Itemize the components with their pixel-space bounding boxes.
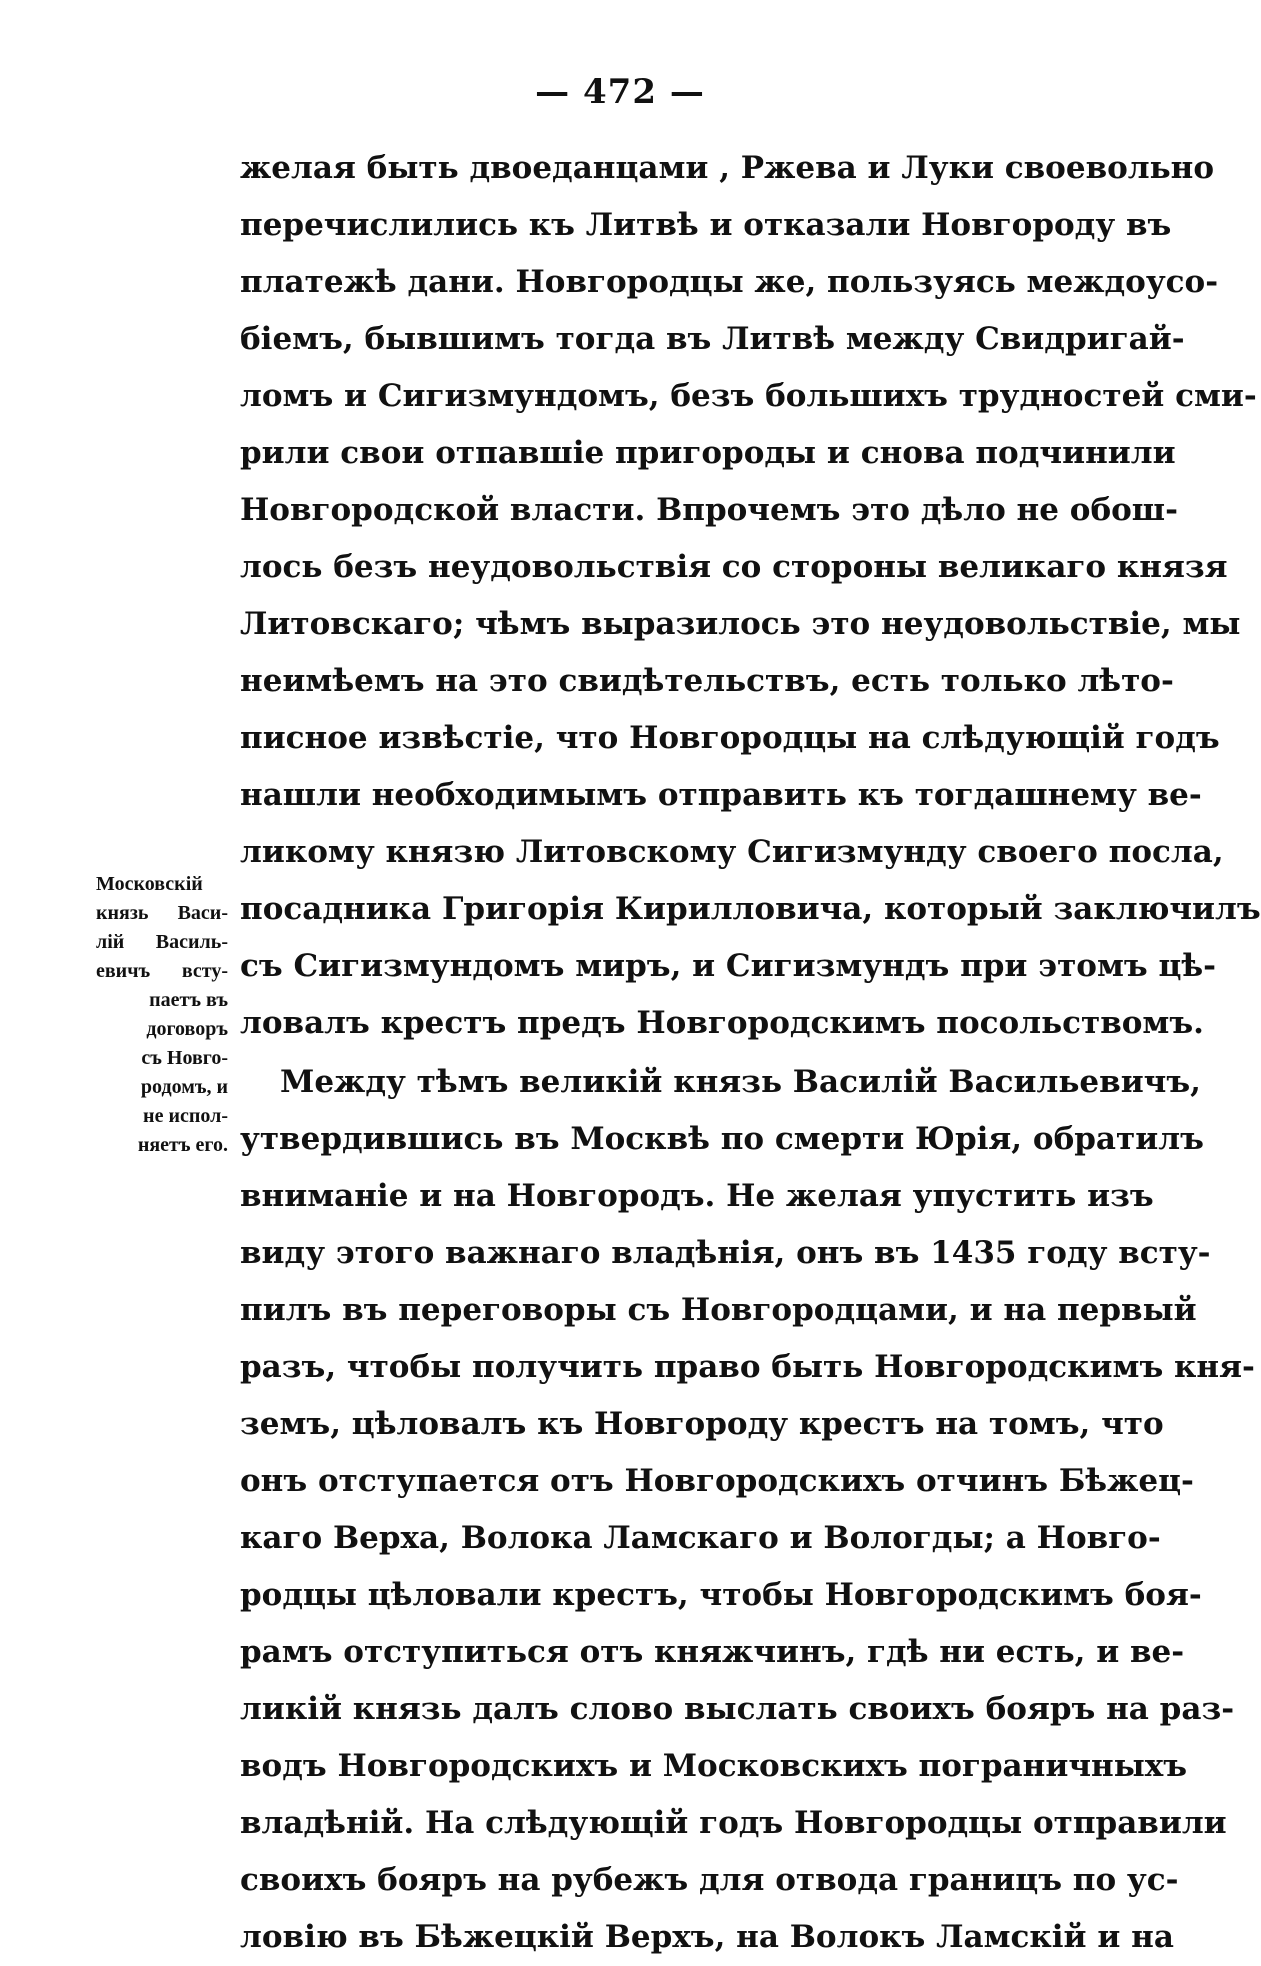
main-text	[240, 140, 1261, 1966]
margin-note-line: лій Василь-	[96, 931, 228, 953]
text-line: лось безъ неудовольствія со стороны великаго князя	[240, 549, 1228, 585]
text-line: рамъ отступиться отъ княжчинъ, гдѣ ни есть, и ве-	[240, 1634, 1185, 1670]
margin-note-line: не испол-	[143, 1105, 228, 1127]
paragraph-1	[240, 140, 1261, 1052]
text-line: вниманіе и на Новгородъ. Не желая упустить изъ	[240, 1178, 1154, 1214]
text-line: ломъ и Сигизмундомъ, безъ большихъ трудностей сми-	[240, 378, 1257, 414]
text-line: Между тѣмъ великій князь Василій Васильевичъ,	[280, 1064, 1201, 1100]
text-line: съ Сигизмундомъ миръ, и Сигизмундъ при этомъ цѣ-	[240, 948, 1217, 984]
text-line: желая быть двоеданцами , Ржева и Луки своевольно	[240, 150, 1215, 186]
text-line: біемъ, бывшимъ тогда въ Литвѣ между Свидригай-	[240, 321, 1185, 357]
margin-note-line: паетъ въ	[149, 989, 228, 1011]
margin-note-line: князь Васи-	[96, 902, 228, 924]
margin-note-line: евичъ всту-	[96, 960, 228, 982]
text-line: своихъ бояръ на рубежъ для отвода границъ по ус-	[240, 1862, 1179, 1898]
text-line: перечислились къ Литвѣ и отказали Новгороду въ	[240, 207, 1172, 243]
margin-note-line: договоръ	[146, 1018, 228, 1040]
text-line: разъ, чтобы получить право быть Новгородскимъ кня-	[240, 1349, 1255, 1385]
text-line: утвердившись въ Москвѣ по смерти Юрія, обратилъ	[240, 1121, 1204, 1157]
text-line: рили свои отпавшіе пригороды и снова подчинили	[240, 435, 1176, 471]
text-line: виду этого важнаго владѣнія, онъ въ 1435 году всту-	[240, 1235, 1211, 1271]
text-line: ликій князь далъ слово выслать своихъ бояръ на раз-	[240, 1691, 1235, 1727]
margin-note-line: няетъ его.	[137, 1134, 228, 1156]
page-number: — 472 —	[535, 72, 705, 112]
text-line: земъ, цѣловалъ къ Новгороду крестъ на томъ, что	[240, 1406, 1164, 1442]
margin-note-line: родомъ, и	[140, 1076, 228, 1098]
paragraph-2	[240, 1054, 1255, 1966]
text-line: онъ отступается отъ Новгородскихъ отчинъ Бѣжец-	[240, 1463, 1194, 1499]
margin-note-line: съ Новго-	[141, 1047, 228, 1069]
text-line: платежѣ дани. Новгородцы же, пользуясь междоусо-	[240, 264, 1219, 300]
text-line: неимѣемъ на это свидѣтельствъ, есть только лѣто-	[240, 663, 1174, 699]
text-line: Новгородской власти. Впрочемъ это дѣло не обош-	[240, 492, 1178, 528]
text-line: владѣній. На слѣдующій годъ Новгородцы отправили	[240, 1805, 1227, 1841]
text-line: писное извѣстіе, что Новгородцы на слѣдующій годъ	[240, 720, 1220, 756]
text-line: водъ Новгородскихъ и Московскихъ пограничныхъ	[240, 1748, 1188, 1784]
text-line: Литовскаго; чѣмъ выразилось это неудовольствіе, мы	[240, 606, 1241, 642]
margin-note-line: Московскій	[96, 873, 203, 895]
text-line: родцы цѣловали крестъ, чтобы Новгородскимъ боя-	[240, 1577, 1202, 1613]
text-line: пилъ въ переговоры съ Новгородцами, и на первый	[240, 1292, 1197, 1328]
text-line: нашли необходимымъ отправить къ тогдашнему ве-	[240, 777, 1202, 813]
text-line: ликому князю Литовскому Сигизмунду своего посла,	[240, 834, 1224, 870]
text-line: ловію въ Бѣжецкій Верхъ, на Волокъ Ламскій и на	[240, 1919, 1174, 1955]
text-line: посадника Григорія Кирилловича, который заключилъ	[240, 891, 1261, 927]
margin-note	[96, 870, 228, 1160]
text-line: ловалъ крестъ предъ Новгородскимъ посольствомъ.	[240, 1005, 1204, 1041]
text-line: каго Верха, Волока Ламскаго и Вологды; а Новго-	[240, 1520, 1161, 1556]
